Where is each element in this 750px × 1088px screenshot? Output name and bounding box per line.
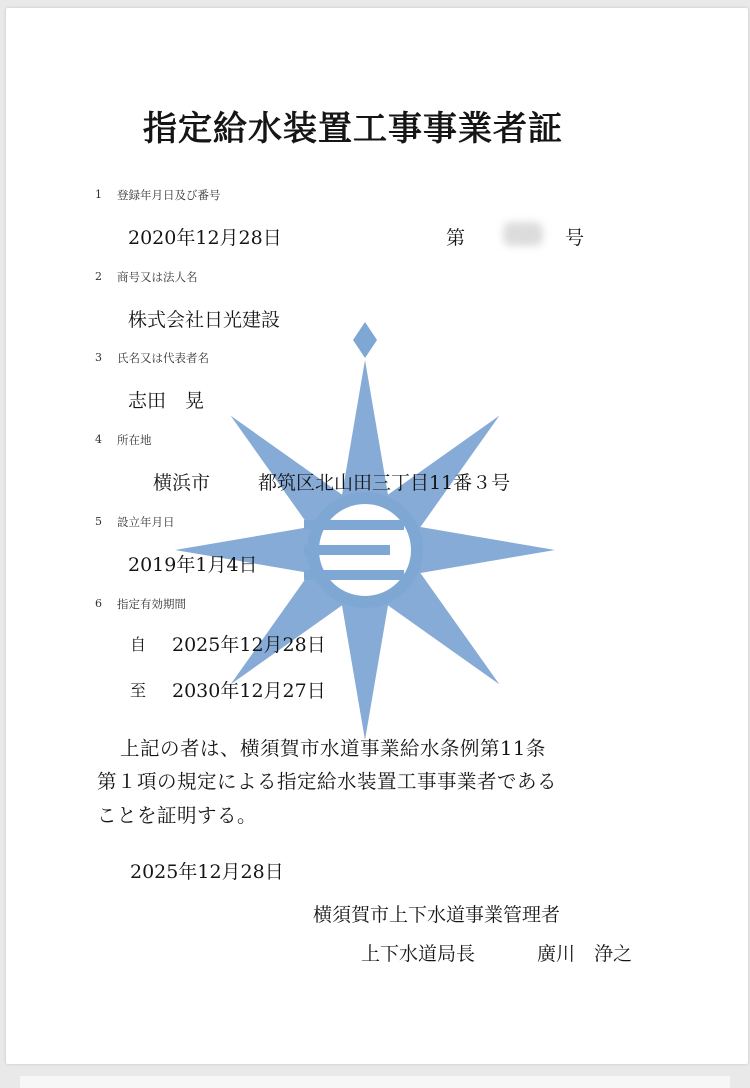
issue-date: 2025年12月28日 xyxy=(130,861,284,883)
section-number: 5 xyxy=(95,515,102,528)
registration-date: 2020年12月28日 xyxy=(128,227,282,249)
company-name: 株式会社日光建設 xyxy=(128,309,281,331)
address-city: 横浜市 xyxy=(153,472,211,494)
page-title: 指定給水装置工事事業者証 xyxy=(143,109,563,149)
statement-line: ことを証明する。 xyxy=(97,804,258,827)
section-label: 商号又は法人名 xyxy=(117,270,198,284)
section-label: 氏名又は代表者名 xyxy=(117,351,209,365)
registration-go: 号 xyxy=(565,227,585,249)
section-number: 3 xyxy=(95,351,102,364)
validity-to-date: 2030年12月27日 xyxy=(172,680,326,702)
section-number: 2 xyxy=(95,270,102,283)
issuer-organization: 横須賀市上下水道事業管理者 xyxy=(313,904,561,926)
section-label: 登録年月日及び番号 xyxy=(117,188,221,202)
validity-from-date: 2025年12月28日 xyxy=(172,634,326,656)
issuer-name: 廣川 浄之 xyxy=(537,943,633,965)
statement-line: 上記の者は、横須賀市水道事業給水条例第11条 xyxy=(120,737,546,760)
section-label: 設立年月日 xyxy=(117,515,175,529)
section-number: 1 xyxy=(95,188,102,201)
registration-dai: 第 xyxy=(446,227,466,249)
representative-name: 志田 晃 xyxy=(128,390,205,412)
validity-from-label: 自 xyxy=(130,635,147,654)
address-detail: 都筑区北山田三丁目11番３号 xyxy=(258,472,511,494)
redacted-number xyxy=(503,222,543,246)
section-label: 指定有効期間 xyxy=(117,597,186,611)
issuer-title: 上下水道局長 xyxy=(361,943,476,965)
section-number: 4 xyxy=(95,433,102,446)
section-label: 所在地 xyxy=(117,433,152,447)
validity-to-label: 至 xyxy=(130,681,147,700)
section-number: 6 xyxy=(95,597,102,610)
statement-line: 第１項の規定による指定給水装置工事事業者である xyxy=(97,770,558,793)
established-date: 2019年1月4日 xyxy=(128,554,258,576)
